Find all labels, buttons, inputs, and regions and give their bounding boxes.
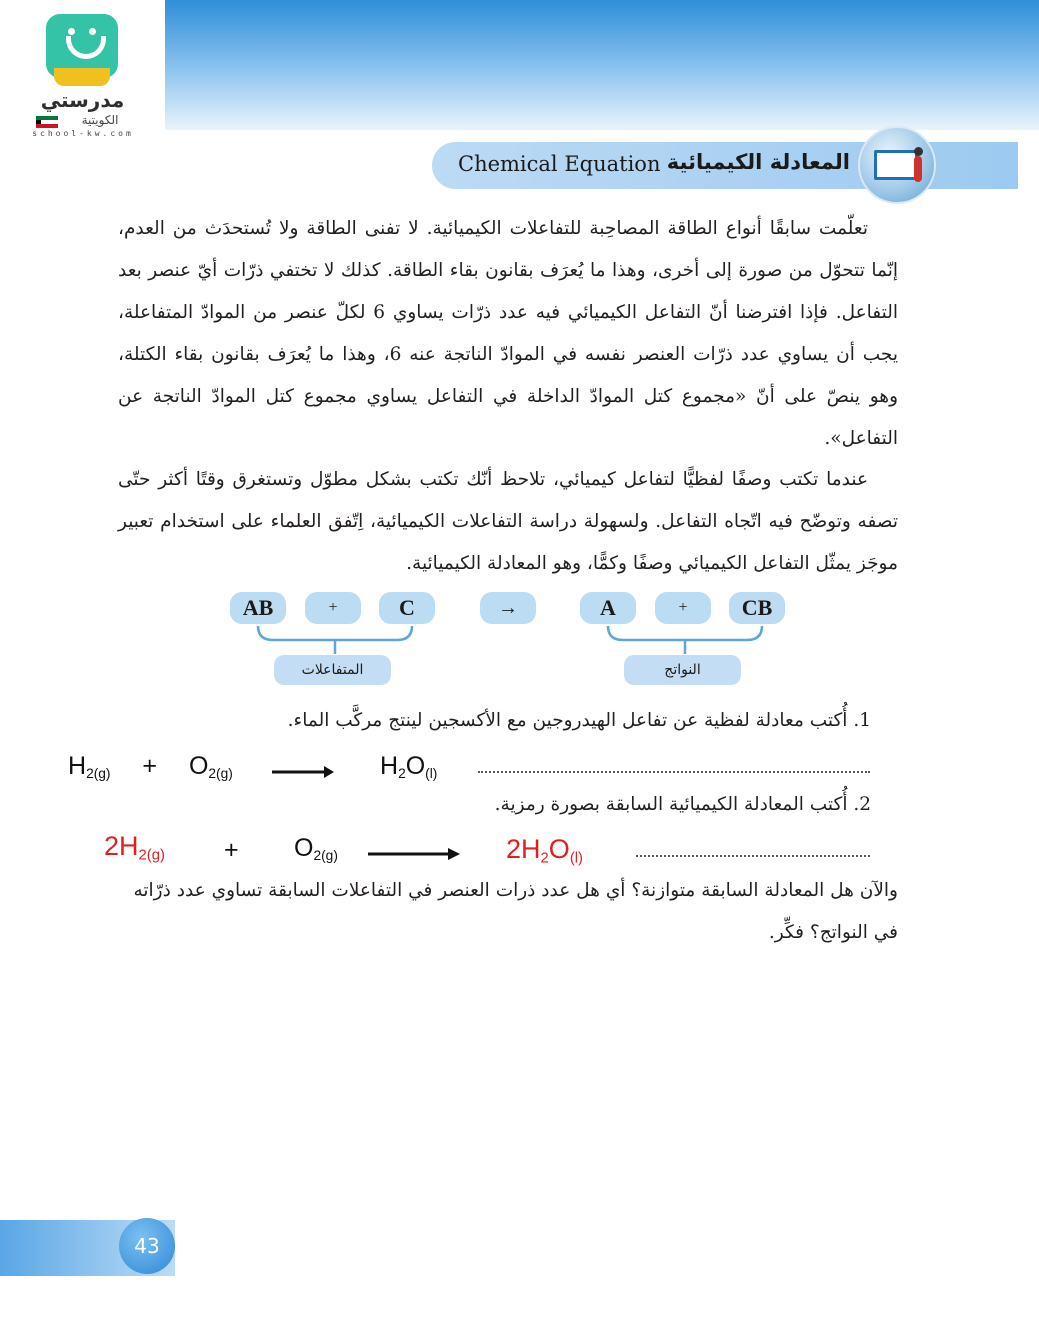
logo-subtitle: الكويتية [81, 113, 119, 127]
answer-2-oxygen [294, 834, 338, 863]
reaction-arrow: → [480, 592, 536, 624]
logo-title: مدرستي [40, 88, 125, 112]
product-cb: CB [729, 592, 785, 624]
reactants-brace [255, 624, 415, 656]
answer-2-line [636, 855, 870, 857]
water-oxygen: O [405, 752, 426, 780]
reactant-c: C [379, 592, 435, 624]
reaction-arrow-icon [366, 846, 462, 862]
oxygen-symbol: O [188, 752, 209, 780]
hydrogen-subscript: 2(g) [138, 847, 165, 864]
logo-url: school-kw.com [32, 129, 134, 138]
answer-2-equation [104, 831, 165, 863]
hydrogen-symbol: H [68, 752, 87, 780]
products-brace [605, 624, 765, 656]
answer-1-equation [68, 752, 233, 781]
products-label: النواتج [624, 655, 741, 685]
plus-sign: + [305, 592, 361, 624]
plus-sign: + [655, 592, 711, 624]
page-number: 43 [119, 1218, 175, 1274]
section-title-arabic: المعادلة الكيميائية [666, 150, 850, 174]
reactant-ab: AB [230, 592, 286, 624]
reaction-arrow-icon [270, 764, 336, 780]
question-2: 2. أُكتب المعادلة الكيميائية السابقة بصورة رمزية. [494, 794, 871, 815]
water-hydrogen: H [380, 752, 399, 780]
water-hydrogen-subscript: 2 [398, 766, 406, 782]
plus-sign: + [142, 752, 158, 780]
closing-question: والآن هل المعادلة السابقة متوازنة؟ أي هل عدد ذرات العنصر في التفاعلات السابقة تساوي عدد ذرّاته في النواتج؟ فكِّر. [133, 880, 898, 943]
teacher-board-icon [858, 126, 936, 204]
product-a: A [580, 592, 636, 624]
water-hydrogen-subscript: 2 [540, 850, 549, 867]
hydrogen-subscript: 2(g) [86, 766, 111, 782]
answer-1-product [380, 752, 437, 781]
header-band [165, 0, 1039, 130]
kuwait-flag-icon [36, 116, 58, 128]
reactants-label: المتفاعلات [274, 655, 391, 685]
water-state: (l) [569, 850, 583, 867]
answer-2-product [506, 834, 583, 866]
hydrogen-coefficient: 2 [104, 831, 120, 861]
oxygen-subscript: 2(g) [313, 848, 338, 864]
oxygen-subscript: 2(g) [208, 766, 233, 782]
paragraph-chemical-equation: عندما تكتب وصفًا لفظيًّا لتفاعل كيميائي، تلاحظ أنّك تكتب بشكل مطوّل وتستغرق وقتًا أكثر حتّى تصفه وتوضّح فيه اتّجاه التفاعل. ولسهولة دراسة التفاعلات الكيميائية، اِتّفق العلماء على استخدام تعبير موجَز يمثّل التفاعل الكيميائي وصفًا وكمًّا، وهو المعادلة الكيميائية. [118, 469, 898, 574]
logo-tab-shape [54, 68, 110, 86]
logo [0, 0, 165, 150]
water-hydrogen: H [521, 834, 541, 864]
water-coefficient: 2 [506, 834, 522, 864]
section-title-english: Chemical Equation [458, 152, 661, 176]
water-oxygen: O [548, 834, 570, 864]
oxygen-symbol: O [294, 834, 314, 862]
question-1: 1. أُكتب معادلة لفظية عن تفاعل الهيدروجين مع الأكسجين لينتج مركَّب الماء. [287, 710, 871, 731]
water-state: (l) [425, 766, 438, 782]
answer-2-plus: + [224, 836, 239, 864]
paragraph-conservation: تعلّمت سابقًا أنواع الطاقة المصاحِبة للتفاعلات الكيميائية. لا تفنى الطاقة ولا تُستحدَث من العدم، إنّما تتحوّل من صورة إلى أخرى، وهذا ما يُعرَف بقانون بقاء الطاقة. كذلك لا تختفي ذرّات أيّ عنصر بعد التفاعل. فإذا افترضنا أنّ التفاعل الكيميائي فيه عدد ذرّات يساوي 6 لكلّ عنصر من الموادّ المتفاعلة، يجب أن يساوي عدد ذرّات العنصر نفسه في الموادّ الناتجة عنه 6، وهذا ما يُعرَف بقانون بقاء الكتلة، وهو ينصّ على أنّ «مجموع كتل الموادّ الداخلة في التفاعل يساوي مجموع كتل الموادّ الناتجة عن التفاعل». [118, 218, 898, 449]
answer-1-line [478, 771, 870, 773]
hydrogen-symbol: H [119, 831, 139, 861]
